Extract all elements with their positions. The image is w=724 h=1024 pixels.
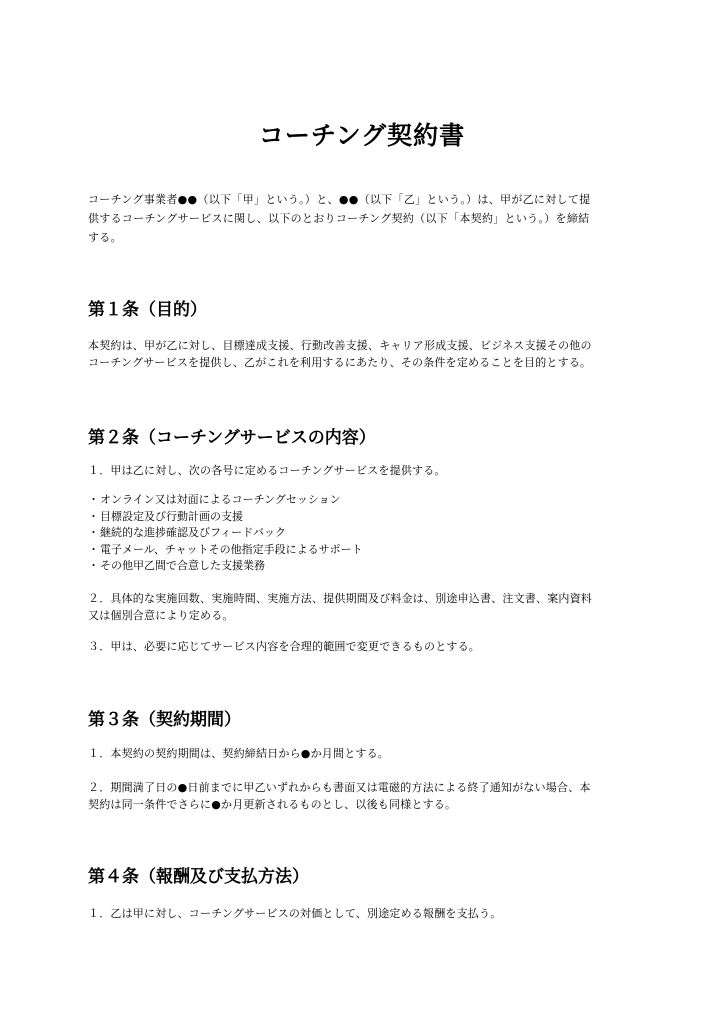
intro-line: 供するコーチングサービスに関し、以下のとおりコーチング契約（以下「本契約」という。）を締結 bbox=[88, 212, 590, 225]
article2-clause3 bbox=[88, 638, 648, 655]
bullet-mark: ・ bbox=[88, 526, 99, 539]
list-item bbox=[88, 509, 648, 526]
bullet-mark: ・ bbox=[88, 542, 99, 556]
article2-heading: 第２条（コーチングサービスの内容） bbox=[88, 428, 376, 448]
article1-heading: 第１条（目的） bbox=[88, 300, 207, 320]
paragraph-line: 又は個別合意により定める。 bbox=[88, 609, 234, 622]
list-item bbox=[88, 525, 648, 542]
paragraph-line: コーチングサービスを提供し、乙がこれを利用するにあたり、その条件を定めることを目的とする。 bbox=[88, 356, 592, 369]
clause-text: １．甲は乙に対し、次の各号に定めるコーチングサービスを提供する。 bbox=[88, 464, 446, 477]
paragraph-line: ２．期間満了日の●日前までに甲乙いずれからも書面又は電磁的方法による終了通知がない場合、本 bbox=[88, 781, 591, 794]
clause-text: ３．甲は、必要に応じてサービス内容を合理的範囲で変更できるものとする。 bbox=[88, 640, 480, 653]
intro-line: コーチング事業者●●（以下「甲」という。）と、●●（以下「乙」という。）は、甲が乙に対して提 bbox=[88, 193, 591, 206]
list-item bbox=[88, 542, 648, 559]
clause-text: １．乙は甲に対し、コーチングサービスの対価として、別途定める報酬を支払う。 bbox=[88, 907, 502, 920]
list-item-text: 継続的な進捗確認及びフィードバック bbox=[100, 526, 286, 539]
list-item bbox=[88, 492, 648, 509]
intro-paragraph bbox=[88, 190, 644, 247]
paragraph-line: 契約は同一条件でさらに●か月更新されるものとし、以後も同様とする。 bbox=[88, 798, 457, 811]
list-item-text: オンライン又は対面によるコーチングセッション bbox=[100, 493, 341, 506]
list-item bbox=[88, 558, 648, 575]
article2-clause2 bbox=[88, 590, 648, 624]
list-item-text: その他甲乙間で合意した支援業務 bbox=[100, 559, 265, 572]
article2-bullet-list bbox=[88, 492, 648, 575]
article2-clause1 bbox=[88, 462, 648, 479]
bullet-mark: ・ bbox=[88, 559, 99, 572]
article3-clause1 bbox=[88, 745, 648, 762]
list-item-text: 電子メール、チャットその他指定手段によるサポート bbox=[100, 542, 363, 556]
list-item-text: 目標設定及び行動計画の支援 bbox=[100, 509, 243, 523]
article4-heading: 第４条（報酬及び支払方法） bbox=[88, 867, 309, 887]
intro-line: する。 bbox=[88, 231, 122, 244]
document-title: コーチング契約書 bbox=[258, 121, 466, 150]
article3-clause2 bbox=[88, 779, 648, 813]
bullet-mark: ・ bbox=[88, 493, 99, 506]
article1-paragraph bbox=[88, 337, 648, 371]
article4-clause1 bbox=[88, 905, 648, 922]
article3-heading: 第３条（契約期間） bbox=[88, 710, 241, 730]
paragraph-line: ２．具体的な実施回数、実施時間、実施方法、提供期間及び料金は、別途申込書、注文書、案内資料 bbox=[88, 592, 592, 605]
bullet-mark: ・ bbox=[88, 509, 99, 523]
clause-text: １．本契約の契約期間は、契約締結日から●か月間とする。 bbox=[88, 747, 389, 760]
paragraph-line: 本契約は、甲が乙に対し、目標達成支援、行動改善支援、キャリア形成支援、ビジネス支援その他の bbox=[88, 339, 592, 352]
